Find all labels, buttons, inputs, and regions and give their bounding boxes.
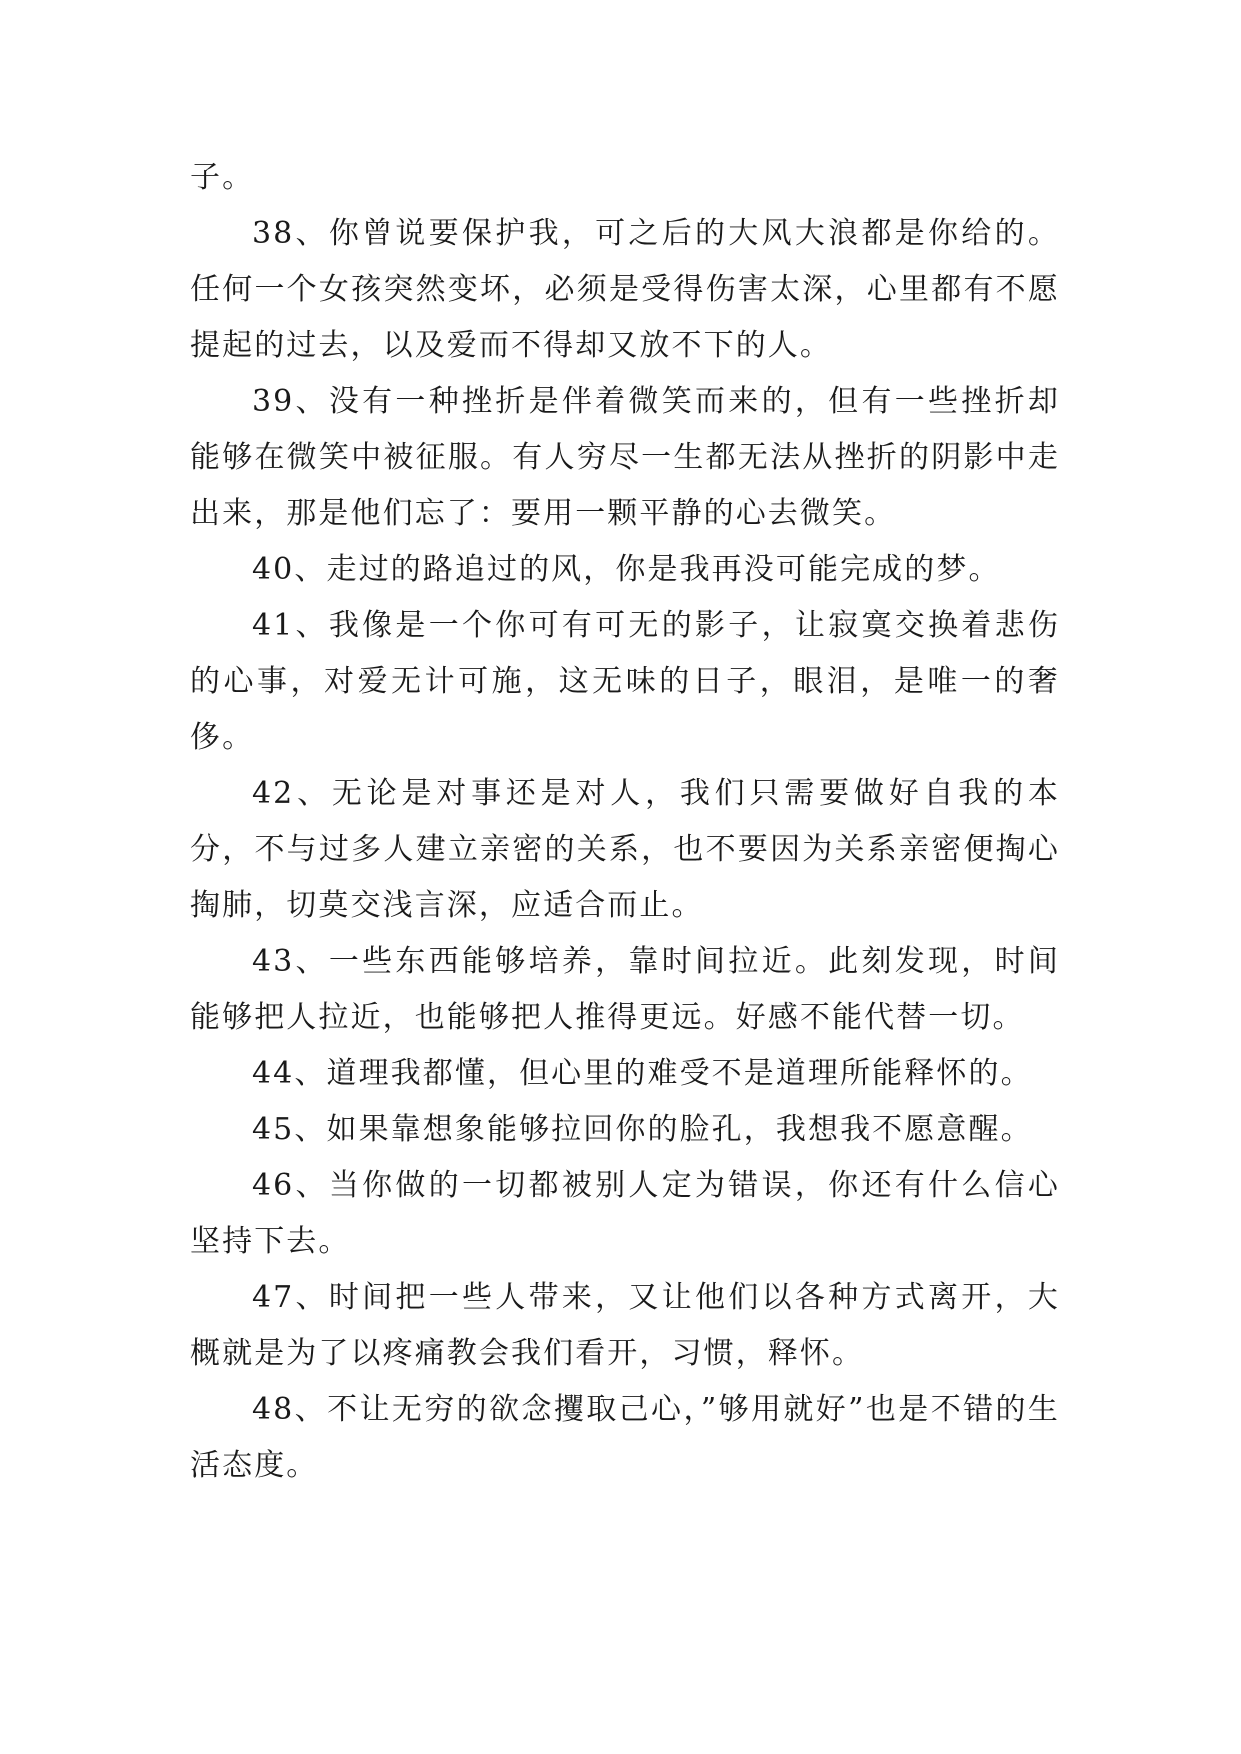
document-page [190, 150, 1060, 1494]
paragraph-38: 38、你曾说要保护我，可之后的大风大浪都是你给的。任何一个女孩突然变坏，必须是受得伤害太深，心里都有不愿提起的过去，以及爱而不得却又放不下的人。 [190, 216, 1060, 363]
paragraph-46: 46、当你做的一切都被别人定为错误，你还有什么信心坚持下去。 [190, 1168, 1060, 1259]
paragraph-continuation: 子。 [190, 160, 255, 195]
paragraph-42: 42、无论是对事还是对人，我们只需要做好自我的本分，不与过多人建立亲密的关系，也不要因为关系亲密便掏心掏肺，切莫交浅言深，应适合而止。 [190, 776, 1060, 923]
paragraph-43: 43、一些东西能够培养，靠时间拉近。此刻发现，时间能够把人拉近，也能够把人推得更远。好感不能代替一切。 [190, 944, 1060, 1035]
paragraph-47: 47、时间把一些人带来，又让他们以各种方式离开，大概就是为了以疼痛教会我们看开，习惯，释怀。 [190, 1280, 1060, 1371]
paragraph-41: 41、我像是一个你可有可无的影子，让寂寞交换着悲伤的心事，对爱无计可施，这无味的日子，眼泪，是唯一的奢侈。 [190, 608, 1060, 755]
paragraph-39: 39、没有一种挫折是伴着微笑而来的，但有一些挫折却能够在微笑中被征服。有人穷尽一生都无法从挫折的阴影中走出来，那是他们忘了：要用一颗平静的心去微笑。 [190, 384, 1060, 531]
paragraph-40: 40、走过的路追过的风，你是我再没可能完成的梦。 [252, 552, 1001, 587]
paragraph-48: 48、不让无穷的欲念攫取己心，”够用就好”也是不错的生活态度。 [190, 1392, 1060, 1483]
paragraph-45: 45、如果靠想象能够拉回你的脸孔，我想我不愿意醒。 [252, 1112, 1033, 1147]
paragraph-44: 44、道理我都懂，但心里的难受不是道理所能释怀的。 [252, 1056, 1033, 1091]
